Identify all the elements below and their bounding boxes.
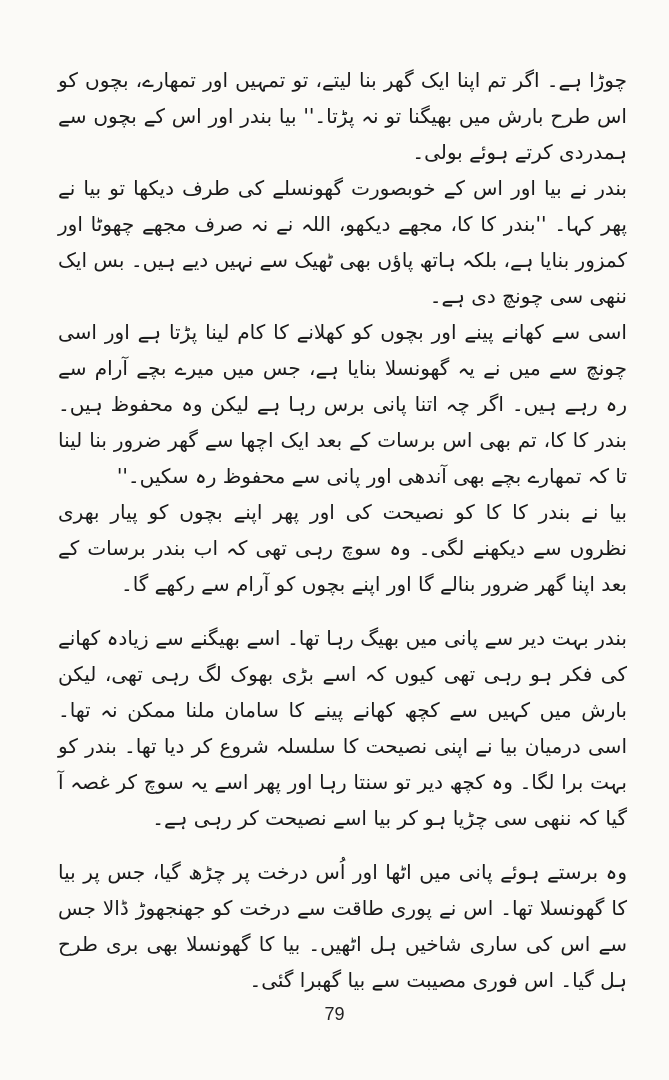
paragraph-5: بندر بہت دیر سے پانی میں بھیگ رہا تھا۔ اسے بھیگنے سے زیادہ کھانے کی فکر ہو رہی تھی کیوں کہ اسے بڑی بھوک لگ رہی تھی، لیکن بارش میں کہیں سے کچھ کھانے پینے کا سامان ملنا ممکن نہ تھا۔ اسی درمیان بیا نے اپنی نصیحت کا سلسلہ شروع کر دیا تھا۔ بندر کو بہت برا لگا۔ وہ کچھ دیر تو سنتا رہا اور پھر اسے یہ سوچ کر غصہ آ گیا کہ ننھی سی چڑیا ہو کر بیا اسے نصیحت کر رہی ہے۔ [58, 626, 627, 830]
paragraph-4: بیا نے بندر کا کا کو نصیحت کی اور پھر اپنے بچوں کو پیار بھری نظروں سے دیکھنے لگی۔ وہ سوچ رہی تھی کہ اب بندر برسات کے بعد اپنا گھر ضرور بنالے گا اور اپنے بچوں کو آرام سے رکھے گا۔ [58, 500, 627, 596]
page-number: 79 [324, 1004, 345, 1024]
page-text [58, 62, 627, 998]
paragraph-3: اسی سے کھانے پینے اور بچوں کو کھلانے کا کام لینا پڑتا ہے اور اسی چونچ سے میں نے یہ گھونسلا بنایا ہے، جس میں میرے بچے آرام سے رہ رہے ہیں۔ اگر چہ اتنا پانی برس رہا ہے لیکن وہ محفوظ ہیں۔ بندر کا کا، تم بھی اس برسات کے بعد ایک اچھا سے گھر ضرور بنا لینا تا کہ تمھارے بچے بھی آندھی اور پانی سے محفوظ رہ سکیں۔'' [58, 320, 627, 488]
paragraph-2: بندر نے بیا اور اس کے خوبصورت گھونسلے کی طرف دیکھا تو بیا نے پھر کہا۔ ''بندر کا کا، مجھے دیکھو، اللہ نے نہ صرف مجھے چھوٹا اور کمزور بنایا ہے، بلکہ ہاتھ پاؤں بھی ٹھیک سے نہیں دیے ہیں۔ بس ایک ننھی سی چونچ دی ہے۔ [58, 176, 627, 308]
paragraph-6: وہ برستے ہوئے پانی میں اٹھا اور اُس درخت پر چڑھ گیا، جس پر بیا کا گھونسلا تھا۔ اس نے پوری طاقت سے درخت کو جھنجھوڑ ڈالا جس سے اس کی ساری شاخیں ہل اٹھیں۔ بیا کا گھونسلا بھی بری طرح ہل گیا۔ اس فوری مصیبت سے بیا گھبرا گئی۔ [58, 860, 627, 992]
paragraph-1: چوڑا ہے۔ اگر تم اپنا ایک گھر بنا لیتے، تو تمہیں اور تمھارے، بچوں کو اس طرح بارش میں بھیگنا تو نہ پڑتا۔'' بیا بندر اور اس کے بچوں سے ہمدردی کرتے ہوئے بولی۔ [58, 68, 627, 164]
